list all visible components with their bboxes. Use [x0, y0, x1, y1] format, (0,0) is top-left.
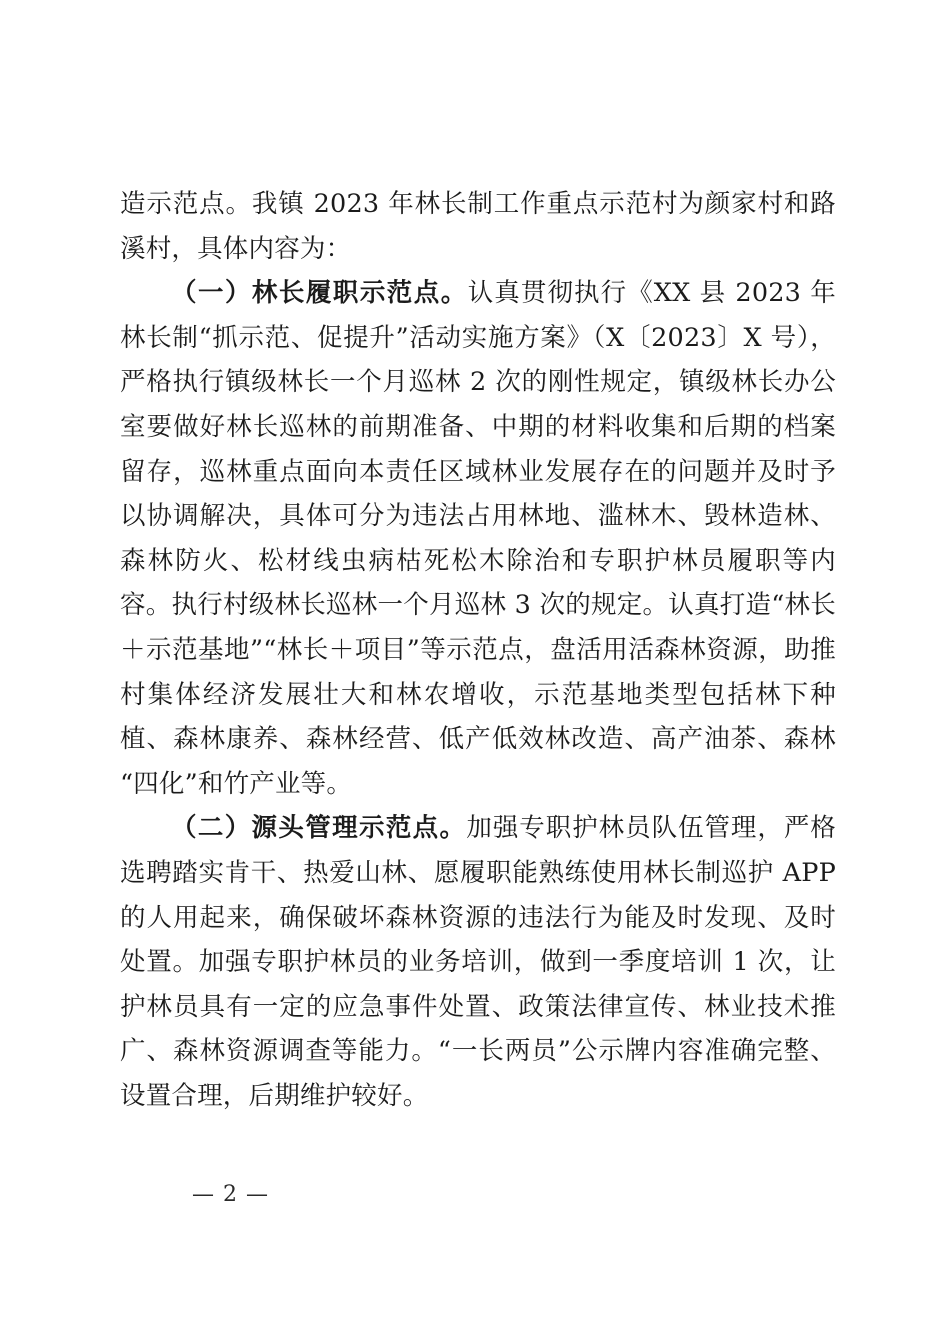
section-heading-two: （二）源头管理示范点。: [171, 813, 467, 844]
paragraph-section-one: [120, 271, 836, 806]
paragraph-continuation: [120, 182, 836, 271]
paragraph-section-two: [120, 806, 836, 1118]
section-heading-one: （一）林长履职示范点。: [171, 278, 468, 309]
section-body-two: 加强专职护林员队伍管理，严格选聘踏实肯干、热爱山林、愿履职能熟练使用林长制巡护 APP 的人用起来，确保破坏森林资源的违法行为能及时发现、及时处置。加强专职护林员的业务培训，做到一季度培训 1 次，让护林员具有一定的应急事件处置、政策法律宣传、林业技术推广、森林资源调查等能力。“一长两员”公示牌内容准确完整、设置合理，后期维护较好。: [120, 813, 836, 1111]
paragraph-text: 造示范点。我镇 2023 年林长制工作重点示范村为颜家村和路溪村，具体内容为：: [120, 189, 836, 264]
document-body: [120, 182, 836, 1118]
section-body-one: 认真贯彻执行《XX 县 2023 年林长制“抓示范、促提升”活动实施方案》（X〔2023〕X 号），严格执行镇级林长一个月巡林 2 次的刚性规定，镇级林长办公室要做好林长巡林的前期准备、中期的材料收集和后期的档案留存，巡林重点面向本责任区域林业发展存在的问题并及时予以协调解决，具体可分为违法占用林地、滥林木、毁林造林、森林防火、松材线虫病枯死松木除治和专职护林员履职等内容。执行村级林长巡林一个月巡林 3 次的规定。认真打造“林长＋示范基地”“林长＋项目”等示范点，盘活用活森林资源，助推村集体经济发展壮大和林农增收，示范基地类型包括林下种植、森林康养、森林经营、低产低效林改造、高产油茶、森林“四化”和竹产业等。: [120, 278, 836, 799]
page-number-footer: — 2 —: [192, 1182, 269, 1207]
